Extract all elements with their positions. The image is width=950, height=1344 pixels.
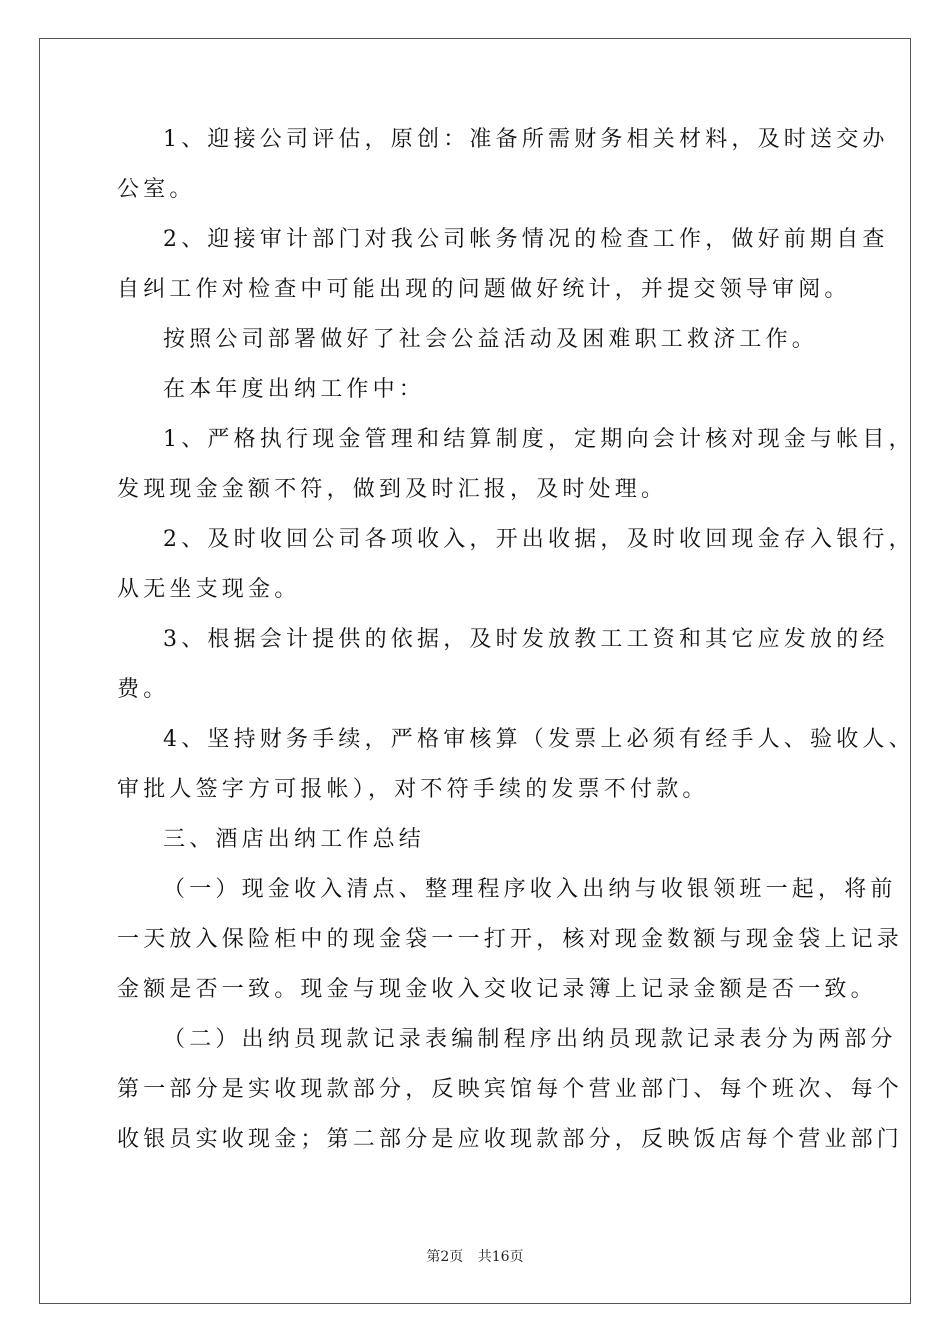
paragraph-line: 审批人签字方可报帐），对不符手续的发票不付款。 (117, 777, 709, 802)
paragraph-line: 从无坐支现金。 (117, 577, 301, 602)
paragraph-line: 费。 (117, 677, 170, 702)
paragraph-line: 2、迎接审计部门对我公司帐务情况的检查工作，做好前期自查 (163, 227, 889, 252)
paragraph-line: 3、根据会计提供的依据，及时发放教工工资和其它应发放的经 (163, 627, 889, 652)
page-number: 第2页 (426, 1249, 464, 1265)
paragraph-line: 1、严格执行现金管理和结算制度，定期向会计核对现金与帐目， (163, 427, 915, 452)
page-total: 共16页 (477, 1249, 524, 1265)
paragraph-line: 1、迎接公司评估，原创：准备所需财务相关材料，及时送交办 (163, 127, 889, 152)
paragraph-line: 第一部分是实收现款部分，反映宾馆每个营业部门、每个班次、每个 (117, 1077, 904, 1102)
section-heading: 三、酒店出纳工作总结 (163, 827, 426, 852)
paragraph-line: （一）现金收入清点、整理程序收入出纳与收银领班一起，将前 (163, 877, 897, 902)
paragraph-line: 公室。 (117, 177, 196, 202)
paragraph-line: 按照公司部署做好了社会公益活动及困难职工救济工作。 (163, 327, 819, 352)
paragraph-line: 自纠工作对检查中可能出现的问题做好统计，并提交领导审阅。 (117, 277, 851, 302)
paragraph-line: 收银员实收现金；第二部分是应收现款部分，反映饭店每个营业部门 (117, 1127, 904, 1152)
paragraph-line: 4、坚持财务手续，严格审核算（发票上必须有经手人、验收人、 (163, 727, 915, 752)
paragraph-line: 发现现金金额不符，做到及时汇报，及时处理。 (117, 477, 668, 502)
paragraph-line: 2、及时收回公司各项收入，开出收据，及时收回现金存入银行， (163, 527, 915, 552)
paragraph-line: 金额是否一致。现金与现金收入交收记录簿上记录金额是否一致。 (117, 977, 877, 1002)
paragraph-line: 一天放入保险柜中的现金袋一一打开，核对现金数额与现金袋上记录 (117, 927, 904, 952)
paragraph-line: 在本年度出纳工作中： (163, 377, 426, 402)
paragraph-line: （二）出纳员现款记录表编制程序出纳员现款记录表分为两部分 (163, 1027, 897, 1052)
page-footer (0, 1248, 950, 1266)
